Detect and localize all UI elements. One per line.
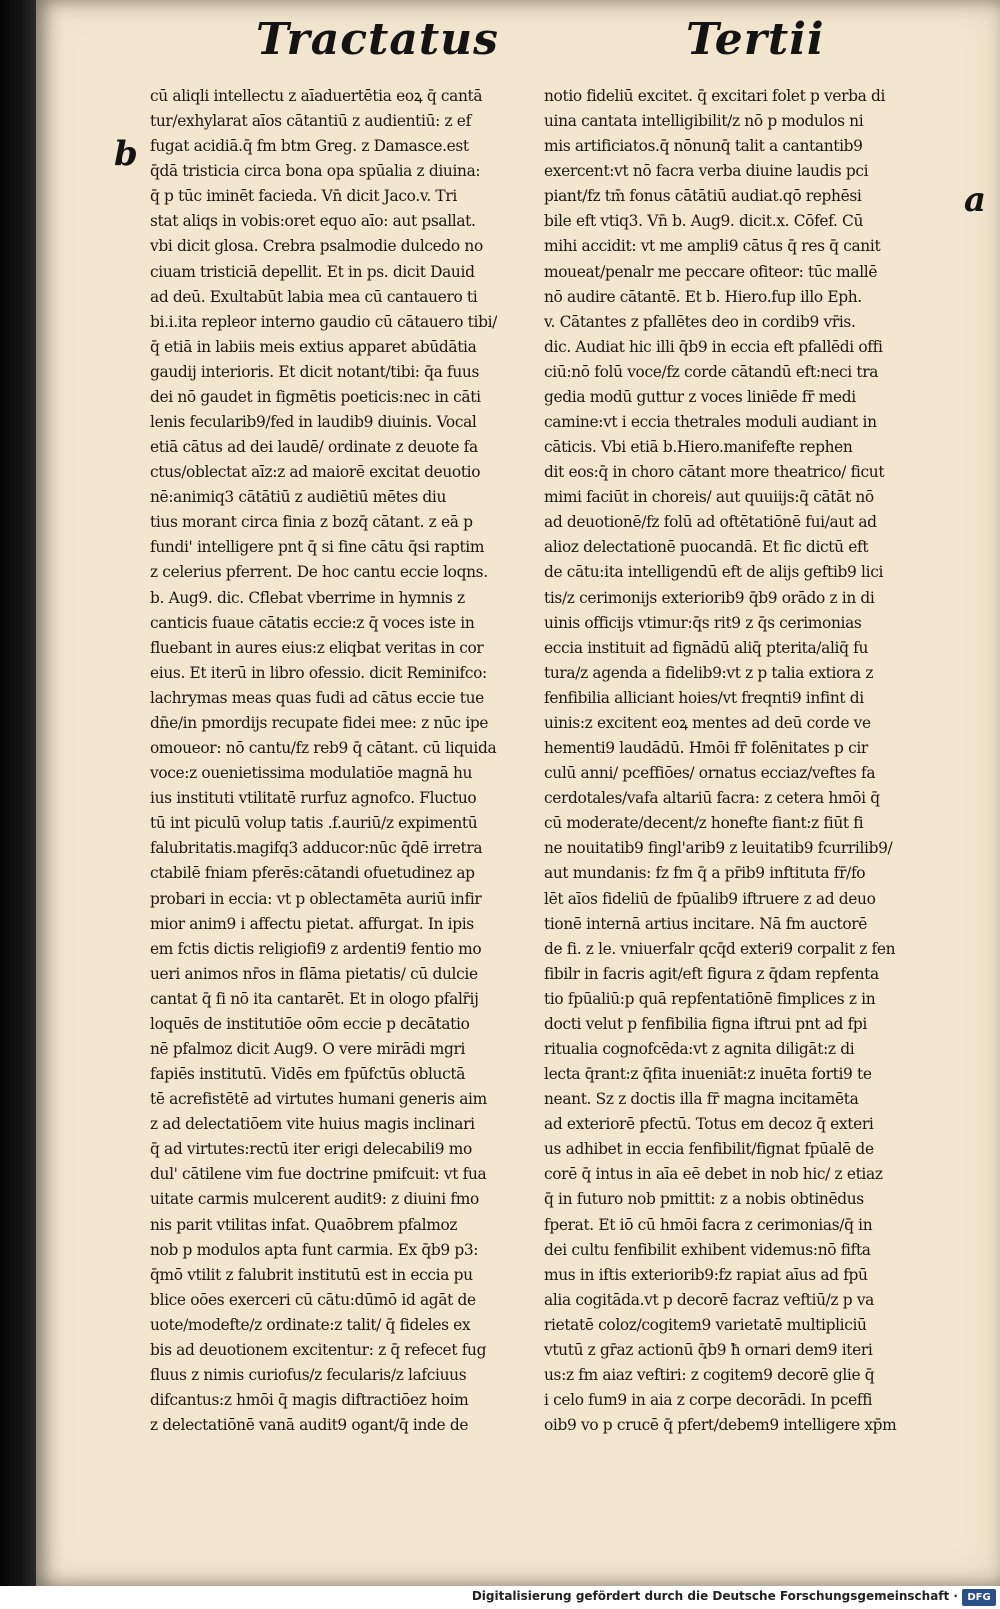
text-line: gedia modū guttur z voces liniēde fr̄ medi: [544, 387, 856, 406]
text-line: tius morant circa finia z bozq̄ cātant. z eā p: [150, 513, 473, 532]
text-line: omoueor: nō cantu/fz reb9 q̄ cātant. cū liquida: [150, 739, 497, 758]
scan-edge: [0, 0, 36, 1609]
text-line: lecta q̄rant:z q̄fita inueniāt:z inuēta forti9 te: [544, 1065, 872, 1084]
text-line: us adhibet in eccia fenfibilit/fignat fpūalē de: [544, 1140, 874, 1159]
text-line: nis parit vtilitas infat. Quaōbrem pfalmoz: [150, 1215, 458, 1234]
text-line: dul' cātilene vim fue doctrine pmifcuit: vt fua: [150, 1165, 487, 1184]
text-line: voce:z ouenietissima modulatiōe magnā hu: [150, 764, 473, 783]
text-line: fundi' intelligere pnt q̄ si fine cātu q̄si raptim: [150, 538, 485, 557]
text-column-left: [150, 84, 542, 1438]
text-line: vbi dicit glosa. Crebra psalmodie dulcedo no: [150, 237, 483, 256]
text-line: uote/modefte/z ordinate:z talit/ q̄ fideles ex: [150, 1315, 471, 1334]
text-line: nē pfalmoz dicit Aug9. O vere mirādi mgri: [150, 1039, 466, 1058]
text-column-right: [544, 84, 936, 1438]
footer-bar: [0, 1586, 1000, 1609]
text-line: dei cultu fenfibilit exhibent videmus:nō fifta: [544, 1240, 871, 1259]
text-line: culū anni/ pceffiōes/ ornatus ecciaz/veftes fa: [544, 764, 876, 783]
text-line: q̄ ad virtutes:rectū iter erigi delecabili9 mo: [150, 1140, 472, 1159]
text-line: mior anim9 i affectu pietat. affurgat. In ipis: [150, 914, 474, 933]
text-line: q̄ in futuro nob pmittit: z a nobis obtinēdus: [544, 1190, 864, 1209]
running-head: [36, 14, 1000, 76]
text-line: b. Aug9. dic. Cflebat vberrime in hymnis z: [150, 588, 465, 607]
text-line: ctabilē fniam pferēs:cātandi ofuetudinez ap: [150, 864, 475, 883]
text-line: dei nō gaudet in figmētis poeticis:nec in cāti: [150, 387, 481, 406]
text-line: notio fideliū excitet. q̄ excitari folet p verba di: [544, 87, 886, 105]
running-head-right: Tertii: [686, 14, 825, 65]
text-line: em fctis dictis religiofi9 z ardenti9 fentio mo: [150, 939, 482, 958]
text-line: tura/z agenda a fidelib9:vt z p talia extiora z: [544, 663, 874, 682]
marginal-letter-left: b: [114, 134, 138, 174]
text-line: tis/z cerimonijs exteriorib9 q̄b9 orādo z in di: [544, 588, 875, 607]
text-line: camine:vt i eccia thetrales moduli audiant in: [544, 413, 877, 432]
text-line: blice oōes exerceri cū cātu:dūmō id agāt de: [150, 1290, 476, 1309]
text-line: q̄ etiā in labiis meis extius apparet abūdātia: [150, 337, 477, 356]
text-line: mis artificiatos.q̄ nōnunq̄ talit a cantantib9: [544, 137, 863, 156]
text-line: exercent:vt nō facra verba diuine laudis pci: [544, 162, 869, 181]
text-line: tur/exhylarat aīos cātantiū z audientiū: z ef: [150, 112, 471, 131]
text-line: ueri animos nr̄os in flāma pietatis/ cū dulcie: [150, 964, 478, 983]
text-line: oib9 vo p crucē q̄ pfert/debem9 intelligere xp̄m: [544, 1416, 897, 1435]
text-line: neant. Sz z doctis illa fr̄ magna incitamēta: [544, 1090, 859, 1109]
text-line: aut mundanis: fz fm q̄ a pr̄ib9 inftituta fr̄/fo: [544, 864, 866, 883]
text-line: eccia instituit ad fignādū aliq̄ pterita/aliq̄ fu: [544, 638, 869, 657]
text-line: bis ad deuotionem excitentur: z q̄ refecet fug: [150, 1340, 487, 1359]
text-line: mimi faciūt in choreis/ aut quuiijs:q̄ cātāt nō: [544, 488, 874, 507]
text-line: gaudij interioris. Et dicit notant/tibi: q̄a fuus: [150, 362, 480, 381]
text-line: fluebant in aures eius:z eliqbat veritas in cor: [150, 638, 484, 657]
text-line: alia cogitāda.vt p decorē facraz veftiū/z p va: [544, 1290, 874, 1309]
text-line: tū int piculū volup tatis .f.auriū/z expimentū: [150, 814, 478, 833]
digitization-credit: Digitalisierung gefördert durch die Deutsche Forschungsgemeinschaft ·: [471, 1589, 958, 1603]
text-line: lachrymas meas quas fudi ad cātus eccie tue: [150, 688, 484, 707]
text-line: lēt aīos fideliū de fpūalib9 iftruere z ad deuo: [544, 889, 876, 908]
text-line: ritualia cognofcēda:vt z agnita diligāt:z di: [544, 1039, 855, 1058]
text-line: nob p modulos apta funt carmia. Ex q̄b9 p3:: [150, 1240, 479, 1259]
text-line: moueat/penalr me peccare ofiteor: tūc mallē: [544, 262, 878, 281]
text-line: z ad delectatiōem vite huius magis inclinari: [150, 1115, 475, 1134]
text-line: fluus z nimis curiofus/z fecularis/z lafciuus: [150, 1365, 467, 1384]
text-line: ad exteriorē pfectū. Totus em decoz q̄ exteri: [544, 1115, 874, 1134]
text-line: cerdotales/vafa altariū facra: z cetera hmōi q̄: [544, 789, 880, 808]
text-line: dit eos:q̄ in choro cātant more theatrico/ ficut: [544, 463, 885, 482]
text-line: cū moderate/decent/z honefte fiant:z fiūt fi: [544, 814, 864, 833]
text-line: ciū:nō folū voce/fz corde cātandū eft:neci tra: [544, 362, 879, 381]
text-line: alioz delectationē puocandā. Et fic dictū eft: [544, 538, 869, 557]
text-line: fenfibilia alliciant hoies/vt freqnti9 infint di: [544, 688, 864, 707]
text-line: ius instituti vtilitatē rurfuz agnofco. Fluctuo: [150, 789, 477, 808]
text-line: corē q̄ intus in aīa eē debet in nob hic/ z etiaz: [544, 1165, 883, 1184]
text-line: tionē internā artius incitare. Nā fm auctorē: [544, 914, 868, 933]
text-line: piant/fz tm̄ fonus cātātiū audiat.qō rephēsi: [544, 187, 862, 206]
text-line: tio fpūaliū:p quā repfentatiōnē fimplices z in: [544, 989, 876, 1008]
text-line: hementi9 laudādū. Hmōi fr̄ folēnitates p cir: [544, 739, 868, 758]
text-line: difcantus:z hmōi q̄ magis diftractiōez hoim: [150, 1391, 469, 1410]
text-line: z delectatiōnē vanā audit9 ogant/q̄ inde de: [150, 1416, 469, 1435]
text-line: canticis fuaue cātatis eccie:z q̄ voces iste in: [150, 613, 475, 632]
text-line: mus in iftis exteriorib9:fz rapiat aīus ad fpū: [544, 1265, 868, 1284]
book-page: [36, 0, 1000, 1586]
text-line: nō audire cātantē. Et b. Hiero.fup illo Eph.: [544, 287, 862, 306]
text-line: rietatē coloz/cogitem9 varietatē multipliciū: [544, 1315, 867, 1334]
text-line: stat aliqs in vobis:oret equo aīo: aut psallat.: [150, 212, 476, 231]
text-line: tē acrefistētē ad virtutes humani generis aim: [150, 1090, 487, 1109]
text-line: fibilr in facris agit/eft figura z q̄dam repfenta: [544, 964, 879, 983]
text-line: mihi accidit: vt me ampli9 cātus q̄ res q̄ canit: [544, 237, 881, 256]
text-line: probari in eccia: vt p oblectamēta auriū infir: [150, 889, 482, 908]
text-line: i celo fum9 in aia z corpe decorādi. In pceffi: [544, 1391, 873, 1410]
text-line: ad deū. Exultabūt labia mea cū cantauero ti: [150, 287, 478, 306]
text-line: nē:animiq3 cātātiū z audiētiū mētes diu: [150, 488, 447, 507]
text-line: dic. Audiat hic illi q̄b9 in eccia eft pfallēdi offi: [544, 337, 883, 356]
text-line: etiā cātus ad dei laudē/ ordinate z deuote fa: [150, 438, 478, 457]
text-line: vtutū z gr̄az actionū q̄b9 ħ ornari dem9 iteri: [544, 1340, 873, 1359]
text-line: ne nouitatib9 fingl'arib9 z leuitatib9 fcurrilib9/: [544, 839, 893, 858]
text-line: bile eft vtiq3. Vn̄ b. Aug9. dicit.x. Cōfef. Cū: [544, 212, 864, 231]
text-line: bi.i.ita repleor interno gaudio cū cātauero tibi/: [150, 312, 497, 331]
text-line: lenis fecularib9/fed in laudib9 diuinis. Vocal: [150, 413, 477, 432]
text-line: fugat acidiā.q̄ fm btm Greg. z Damasce.est: [150, 137, 469, 156]
text-line: q̄ p tūc iminēt facieda. Vn̄ dicit Jaco.v. Tri: [150, 187, 457, 206]
text-line: q̄mō vtilit z falubrit institutū est in eccia pu: [150, 1265, 473, 1284]
text-line: eius. Et iterū in libro ofessio. dicit Reminifco:: [150, 663, 487, 682]
marginal-letter-right: a: [964, 180, 987, 220]
text-line: q̄dā tristicia circa bona opa spūalia z diuina:: [150, 162, 481, 181]
text-line: v. Cātantes z pfallētes deo in cordib9 vr̄is.: [544, 312, 856, 331]
text-line: uina cantata intelligibilit/z nō p modulos ni: [544, 112, 864, 131]
text-line: fapiēs institutū. Vidēs em fpūfctūs obluctā: [150, 1065, 466, 1084]
text-line: z celerius pferrent. De hoc cantu eccie loqns.: [150, 563, 488, 582]
text-line: us:z fm aiaz veftiri: z cogitem9 decorē glie q̄: [544, 1365, 875, 1384]
text-line: ciuam tristiciā depellit. Et in ps. dicit Dauid: [150, 262, 475, 281]
text-line: de fi. z le. vniuerfalr qcq̄d exteri9 corpalit z fen: [544, 939, 896, 958]
text-line: cū aliqli intellectu z aīaduertētia eoꝝ q̄ cantā: [150, 87, 483, 105]
text-line: docti velut p fenfibilia figna iftrui pnt ad fpi: [544, 1014, 867, 1033]
text-line: dn̄e/in pmordijs recupate fidei mee: z nūc ipe: [150, 713, 489, 732]
text-line: de cātu:ita intelligendū eft de alijs geftib9 lici: [544, 563, 884, 582]
text-line: ad deuotionē/fz folū ad oftētatiōnē fui/aut ad: [544, 513, 877, 532]
text-line: uinis officijs vtimur:q̄s rit9 z q̄s cerimonias: [544, 613, 862, 632]
running-head-left: Tractatus: [256, 14, 499, 65]
text-line: uinis:z excitent eoꝝ mentes ad deū corde ve: [544, 713, 871, 732]
text-line: ctus/oblectat aīz:z ad maiorē excitat deuotio: [150, 463, 481, 482]
text-line: uitate carmis mulcerent audit9: z diuini fmo: [150, 1190, 479, 1209]
dfg-logo: DFG: [962, 1589, 996, 1606]
text-line: cāticis. Vbi etiā b.Hiero.manifefte rephen: [544, 438, 853, 457]
text-line: loquēs de institutiōe oōm eccie p decātatio: [150, 1014, 470, 1033]
text-line: fperat. Et iō cū hmōi facra z cerimonias/q̄ in: [544, 1215, 873, 1234]
text-line: cantat q̄ fi nō ita cantarēt. Et in ologo pfalr̄ij: [150, 989, 479, 1008]
text-line: falubritatis.magifq3 adducor:nūc q̄dē irretra: [150, 839, 483, 858]
